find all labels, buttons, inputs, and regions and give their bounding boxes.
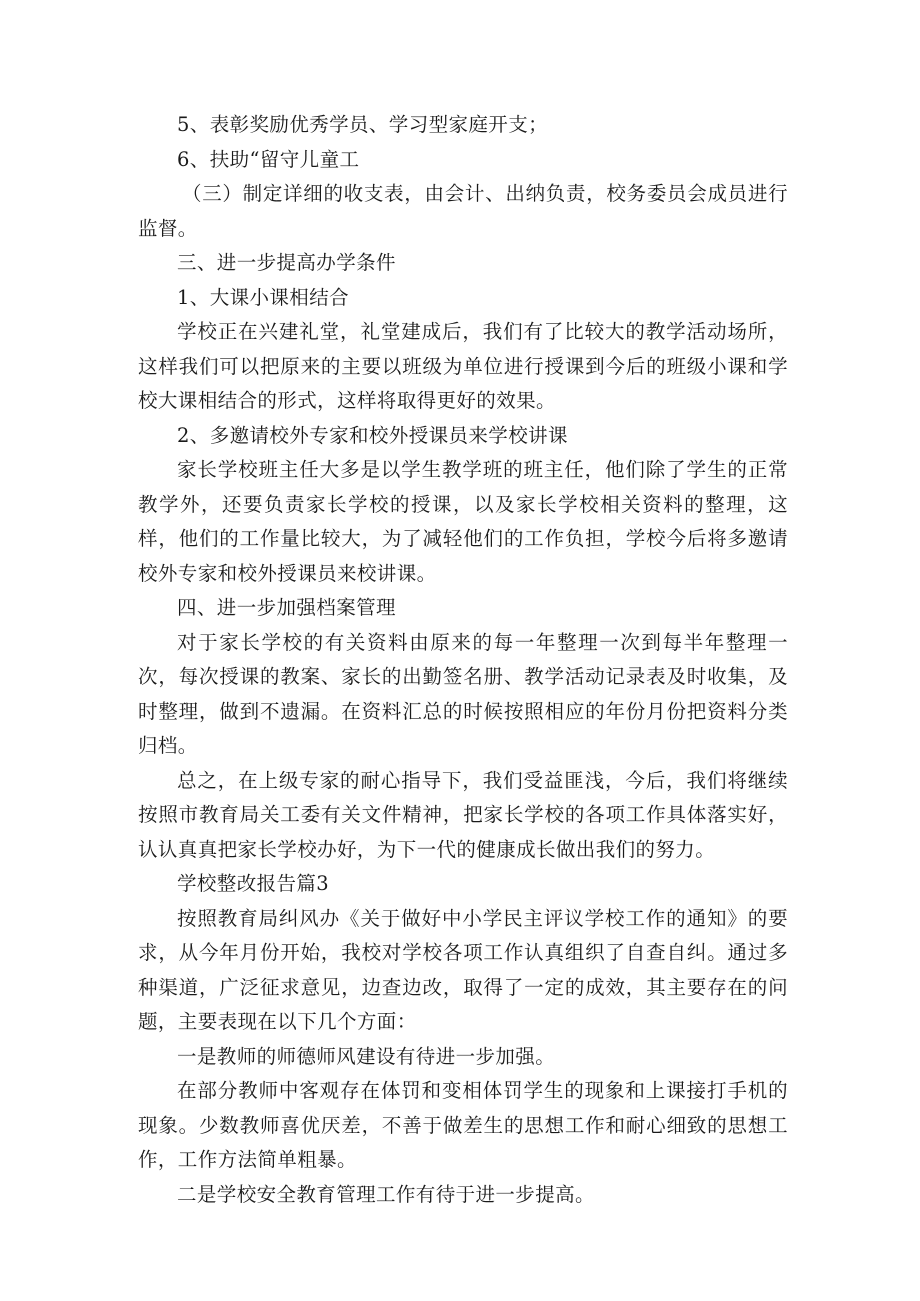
- paragraph-auditorium: 学校正在兴建礼堂，礼堂建成后，我们有了比较大的教学活动场所，这样我们可以把原来的主要以班级为单位进行授课到今后的班级小课和学校大课相结合的形式，这样将取得更好的效果。: [138, 320, 788, 412]
- section-heading-4: 四、进一步加强档案管理: [177, 596, 396, 619]
- issue-2-heading: 二是学校安全教育管理工作有待于进一步提高。: [177, 1182, 595, 1206]
- issue-1-heading: 一是教师的师德师风建设有待进一步加强。: [177, 1044, 556, 1068]
- paragraph-teachers: 家长学校班主任大多是以学生教学班的班主任，他们除了学生的正常教学外，还要负责家长学校的授课，以及家长学校相关资料的整理，这样，他们的工作量比较大，为了减轻他们的工作负担，学校今后将多邀请校外专家和校外授课员来校讲课。: [138, 458, 788, 585]
- subheading-2: 2、多邀请校外专家和校外授课员来学校讲课: [177, 423, 568, 447]
- section-heading-3: 三、进一步提高办学条件: [177, 251, 396, 274]
- paragraph-issue-1: 在部分教师中客观存在体罚和变相体罚学生的现象和上课接打手机的现象。少数教师喜优厌差，不善于做差生的思想工作和耐心细致的思想工作，工作方法简单粗暴。: [138, 1079, 788, 1171]
- paragraph-self-check: 按照教育局纠风办《关于做好中小学民主评议学校工作的通知》的要求，从今年月份开始，我校对学校各项工作认真组织了自查自纠。通过多种渠道，广泛征求意见，边查边改，取得了一定的成效，其主要存在的问题，主要表现在以下几个方面：: [138, 906, 788, 1033]
- list-item-5: 5、表彰奖励优秀学员、学习型家庭开支；: [177, 113, 549, 136]
- document-body: [138, 108, 788, 1212]
- report-title-3: 学校整改报告篇3: [177, 872, 330, 895]
- paragraph-archives: 对于家长学校的有关资料由原来的每一年整理一次到每半年整理一次，每次授课的教案、家长的出勤签名册、教学活动记录表及时收集，及时整理，做到不遗漏。在资料汇总的时候按照相应的年份月份把资料分类归档。: [138, 630, 788, 757]
- paragraph-budget-table: （三）制定详细的收支表，由会计、出纳负责，校务委员会成员进行监督。: [138, 182, 788, 240]
- paragraph-conclusion: 总之，在上级专家的耐心指导下，我们受益匪浅，今后，我们将继续按照市教育局关工委有关文件精神，把家长学校的各项工作具体落实好，认认真真把家长学校办好，为下一代的健康成长做出我们的努力。: [138, 768, 788, 861]
- subheading-1: 1、大课小课相结合: [177, 285, 350, 309]
- list-item-6: 6、扶助“留守儿童工: [177, 147, 360, 171]
